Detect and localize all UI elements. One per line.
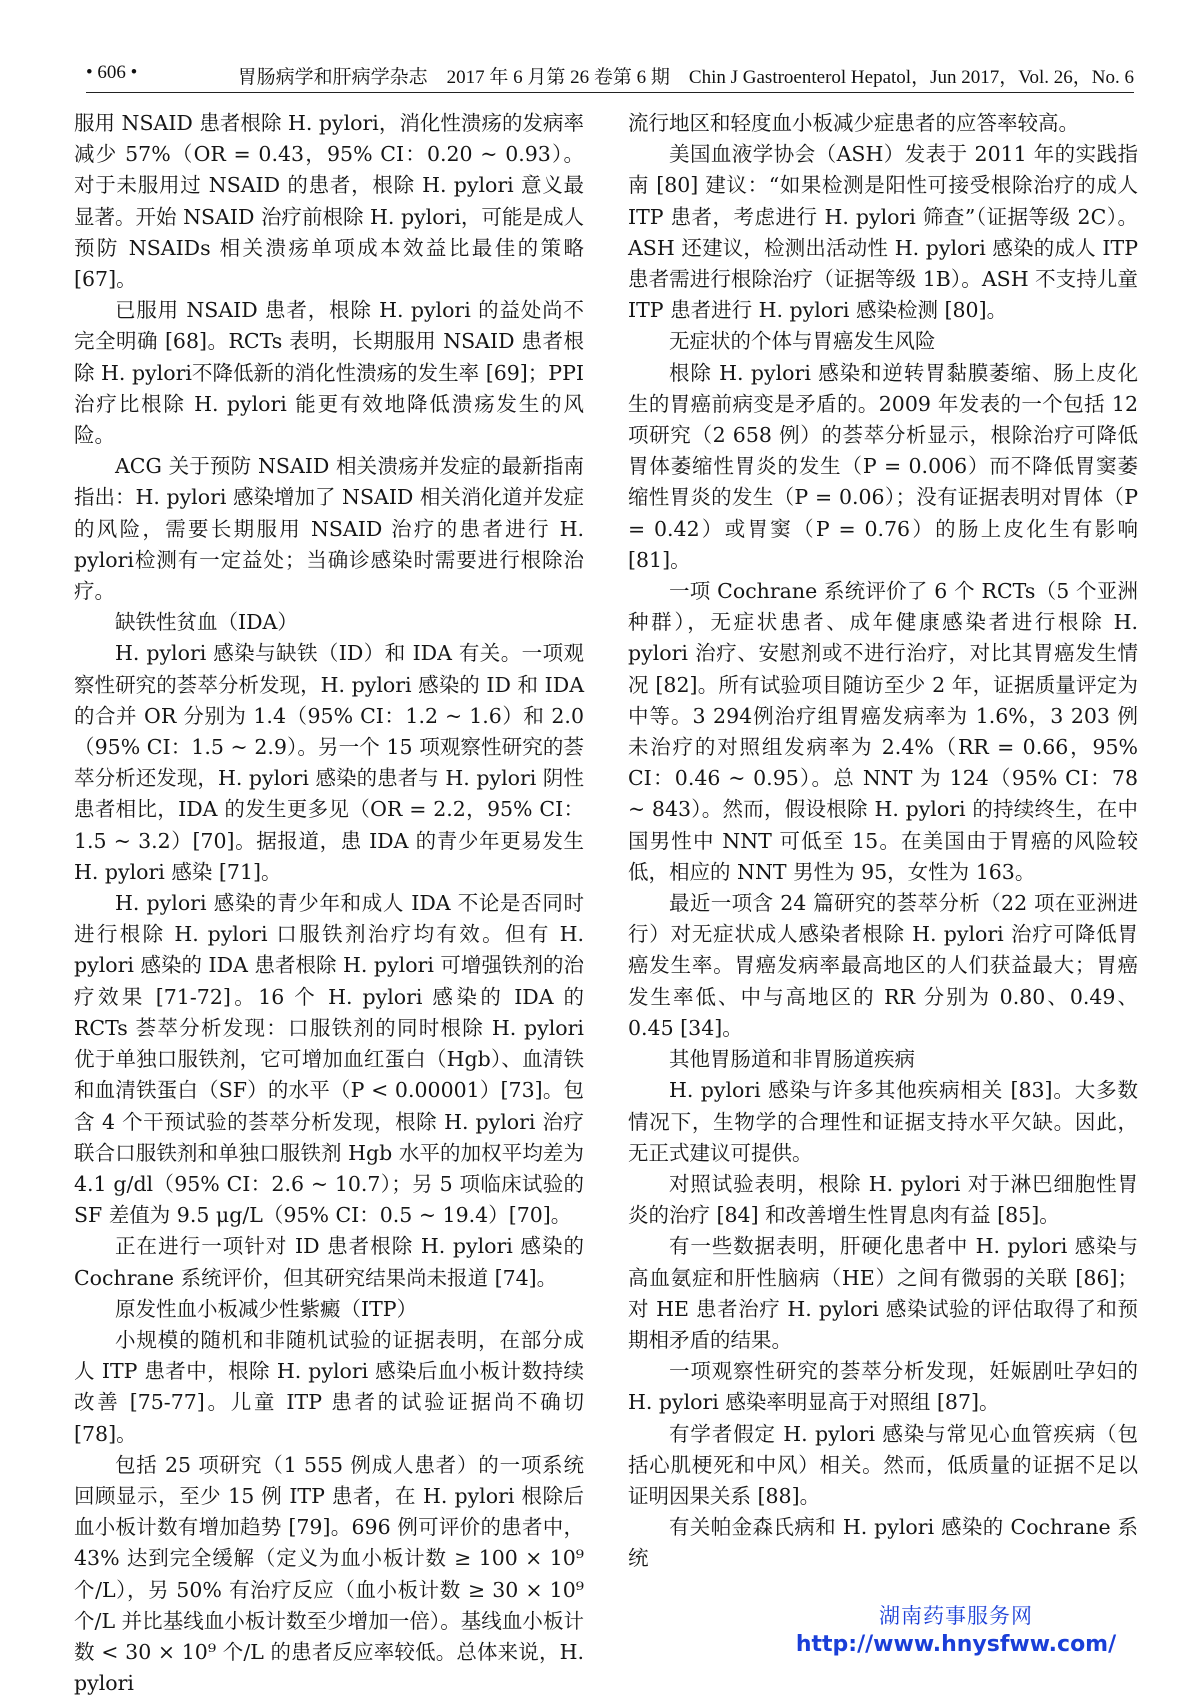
section-heading: 其他胃肠道和非胃肠道疾病: [669, 1047, 915, 1072]
paragraph: 有关帕金森氏病和 H. pylori 感染的 Cochrane 系统: [628, 1515, 1138, 1571]
journal-citation: 胃肠病学和肝病学杂志 2017 年 6 月第 26 卷第 6 期 Chin J Gastroenterol Hepatol，Jun 2017，Vol. 26，No. 6: [237, 67, 1134, 88]
paragraph: 包括 25 项研究（1 555 例成人患者）的一项系统回顾显示，至少 15 例 ITP 患者，在 H. pylori 根除后血小板计数有增加趋势 [79]。696 例可评价的患者中，43% 达到完全缓解（定义为血小板计数 ≥ 100 × 10⁹ 个/L），另 50% 有治疗反应（血小板计数 ≥ 30 × 10⁹ 个/L 并比基线血小板计数至少增加一倍）。基线血小板计数 < 30 × 10⁹ 个/L 的患者反应率较低。总体来说，H. pylori: [74, 1452, 584, 1696]
watermark-url: http://www.hnysfww.com/: [795, 1632, 1117, 1657]
running-header: [86, 60, 1134, 86]
paragraph: 一项观察性研究的荟萃分析发现，妊娠剧吐孕妇的 H. pylori 感染率明显高于对照组 [87]。: [628, 1359, 1138, 1415]
paragraph: 流行地区和轻度血小板减少症患者的应答率较高。: [628, 111, 1079, 135]
paragraph: 最近一项含 24 篇研究的荟萃分析（22 项在亚洲进行）对无症状成人感染者根除 H. pylori 治疗可降低胃癌发生率。胃癌发病率最高地区的人们获益最大；胃癌发生率低、中与高地区的 RR 分别为 0.80、0.49、0.45 [34]。: [628, 891, 1138, 1040]
left-column: [74, 108, 584, 1699]
paragraph: 服用 NSAID 患者根除 H. pylori，消化性溃疡的发病率减少 57%（OR = 0.43，95% CI：0.20 ~ 0.93）。对于未服用过 NSAID 的患者，根除 H. pylori 意义最显著。开始 NSAID 治疗前根除 H. pylori，可能是成人预防 NSAIDs 相关溃疡单项成本效益比最佳的策略 [67]。: [74, 111, 584, 292]
paragraph: 已服用 NSAID 患者，根除 H. pylori 的益处尚不完全明确 [68]。RCTs 表明，长期服用 NSAID 患者根除 H. pylori不降低新的消化性溃疡的发生率 [69]；PPI 治疗比根除 H. pylori 能更有效地降低溃疡发生的风险。: [74, 298, 584, 448]
watermark-site-name: 湖南药事服务网: [879, 1604, 1033, 1628]
section-heading: 缺铁性贫血（IDA）: [115, 610, 298, 635]
paragraph: 对照试验表明，根除 H. pylori 对于淋巴细胞性胃炎的治疗 [84] 和改善增生性胃息肉有益 [85]。: [628, 1171, 1138, 1228]
header-rule: [86, 92, 1134, 93]
site-watermark: [776, 1600, 1136, 1657]
page-number: • 606 •: [86, 62, 138, 83]
paragraph: 根除 H. pylori 感染和逆转胃黏膜萎缩、肠上皮化生的胃癌前病变是矛盾的。2009 年发表的一个包括 12 项研究（2 658 例）的荟萃分析显示，根除治疗可降低胃体萎缩性胃炎的发生（P = 0.006）而不降低胃窦萎缩性胃炎的发生（P = 0.06）；没有证据表明对胃体（P = 0.42）或胃窦（P = 0.76）的肠上皮化生有影响 [81]。: [628, 360, 1138, 572]
paragraph: H. pylori 感染与缺铁（ID）和 IDA 有关。一项观察性研究的荟萃分析发现，H. pylori 感染的 ID 和 IDA 的合并 OR 分别为 1.4（95% CI：1.2 ~ 1.6）和 2.0（95% CI：1.5 ~ 2.9）。另一个 15 项观察性研究的荟萃分析还发现，H. pylori 感染的患者与 H. pylori 阴性患者相比，IDA 的发生更多见（OR = 2.2，95% CI：1.5 ~ 3.2）[70]。据报道，患 IDA 的青少年更易发生 H. pylori 感染 [71]。: [74, 641, 584, 884]
paragraph: 一项 Cochrane 系统评价了 6 个 RCTs（5 个亚洲种群），无症状患者、成年健康感染者进行根除 H. pylori 治疗、安慰剂或不进行治疗，对比其胃癌发生情况 [82]。所有试验项目随访至少 2 年，证据质量评定为中等。3 294例治疗组胃癌发病率为 1.6%，3 203 例未治疗的对照组发病率为 2.4%（RR = 0.66，95% CI：0.46 ~ 0.95）。总 NNT 为 124（95% CI：78 ~ 843）。然而，假设根除 H. pylori 的持续终生，在中国男性中 NNT 可低至 15。在美国由于胃癌的风险较低，相应的 NNT 男性为 95，女性为 163。: [628, 579, 1138, 884]
paragraph: 有学者假定 H. pylori 感染与常见心血管疾病（包括心肌梗死和中风）相关。然而，低质量的证据不足以证明因果关系 [88]。: [628, 1421, 1138, 1508]
section-heading: 原发性血小板减少性紫癜（ITP）: [115, 1296, 418, 1321]
paragraph: 小规模的随机和非随机试验的证据表明，在部分成人 ITP 患者中，根除 H. pylori 感染后血小板计数持续改善 [75-77]。儿童 ITP 患者的试验证据尚不确切 [78]。: [74, 1327, 584, 1446]
paragraph: ACG 关于预防 NSAID 相关溃疡并发症的最新指南指出：H. pylori 感染增加了 NSAID 相关消化道并发症的风险，需要长期服用 NSAID 治疗的患者进行 H. pylori检测有一定益处；当确诊感染时需要进行根除治疗。: [74, 454, 584, 604]
paragraph: 美国血液学协会（ASH）发表于 2011 年的实践指南 [80] 建议：“如果检测是阳性可接受根除治疗的成人 ITP 患者，考虑进行 H. pylori 筛查”（证据等级 2C）。ASH 还建议，检测出活动性 H. pylori 感染的成人 ITP 患者需进行根除治疗（证据等级 1B）。ASH 不支持儿童 ITP 患者进行 H. pylori 感染检测 [80]。: [628, 142, 1138, 323]
paragraph: 正在进行一项针对 ID 患者根除 H. pylori 感染的 Cochrane 系统评价，但其研究结果尚未报道 [74]。: [74, 1234, 584, 1290]
section-heading: 无症状的个体与胃癌发生风险: [669, 329, 936, 354]
paragraph: 有一些数据表明，肝硬化患者中 H. pylori 感染与高血氨症和肝性脑病（HE）之间有微弱的关联 [86]；对 HE 患者治疗 H. pylori 感染试验的评估取得了和预期相矛盾的结果。: [628, 1234, 1138, 1352]
paragraph: H. pylori 感染与许多其他疾病相关 [83]。大多数情况下，生物学的合理性和证据支持水平欠缺。因此，无正式建议可提供。: [628, 1078, 1138, 1165]
paragraph: H. pylori 感染的青少年和成人 IDA 不论是否同时进行根除 H. pylori 口服铁剂治疗均有效。但有 H. pylori 感染的 IDA 患者根除 H. pylori 可增强铁剂的治疗效果 [71-72]。16 个 H. pylori 感染的 IDA 的 RCTs 荟萃分析发现：口服铁剂的同时根除 H. pylori 优于单独口服铁剂，它可增加血红蛋白（Hgb）、血清铁和血清铁蛋白（SF）的水平（P < 0.00001）[73]。包含 4 个干预试验的荟萃分析发现，根除 H. pylori 治疗联合口服铁剂和单独口服铁剂 Hgb 水平的加权平均差为 4.1 g/dl（95% CI：2.6 ~ 10.7）；另 5 项临床试验的 SF 差值为 9.5 μg/L（95% CI：0.5 ~ 19.4）[70]。: [74, 891, 584, 1228]
right-column: [628, 108, 1138, 1575]
